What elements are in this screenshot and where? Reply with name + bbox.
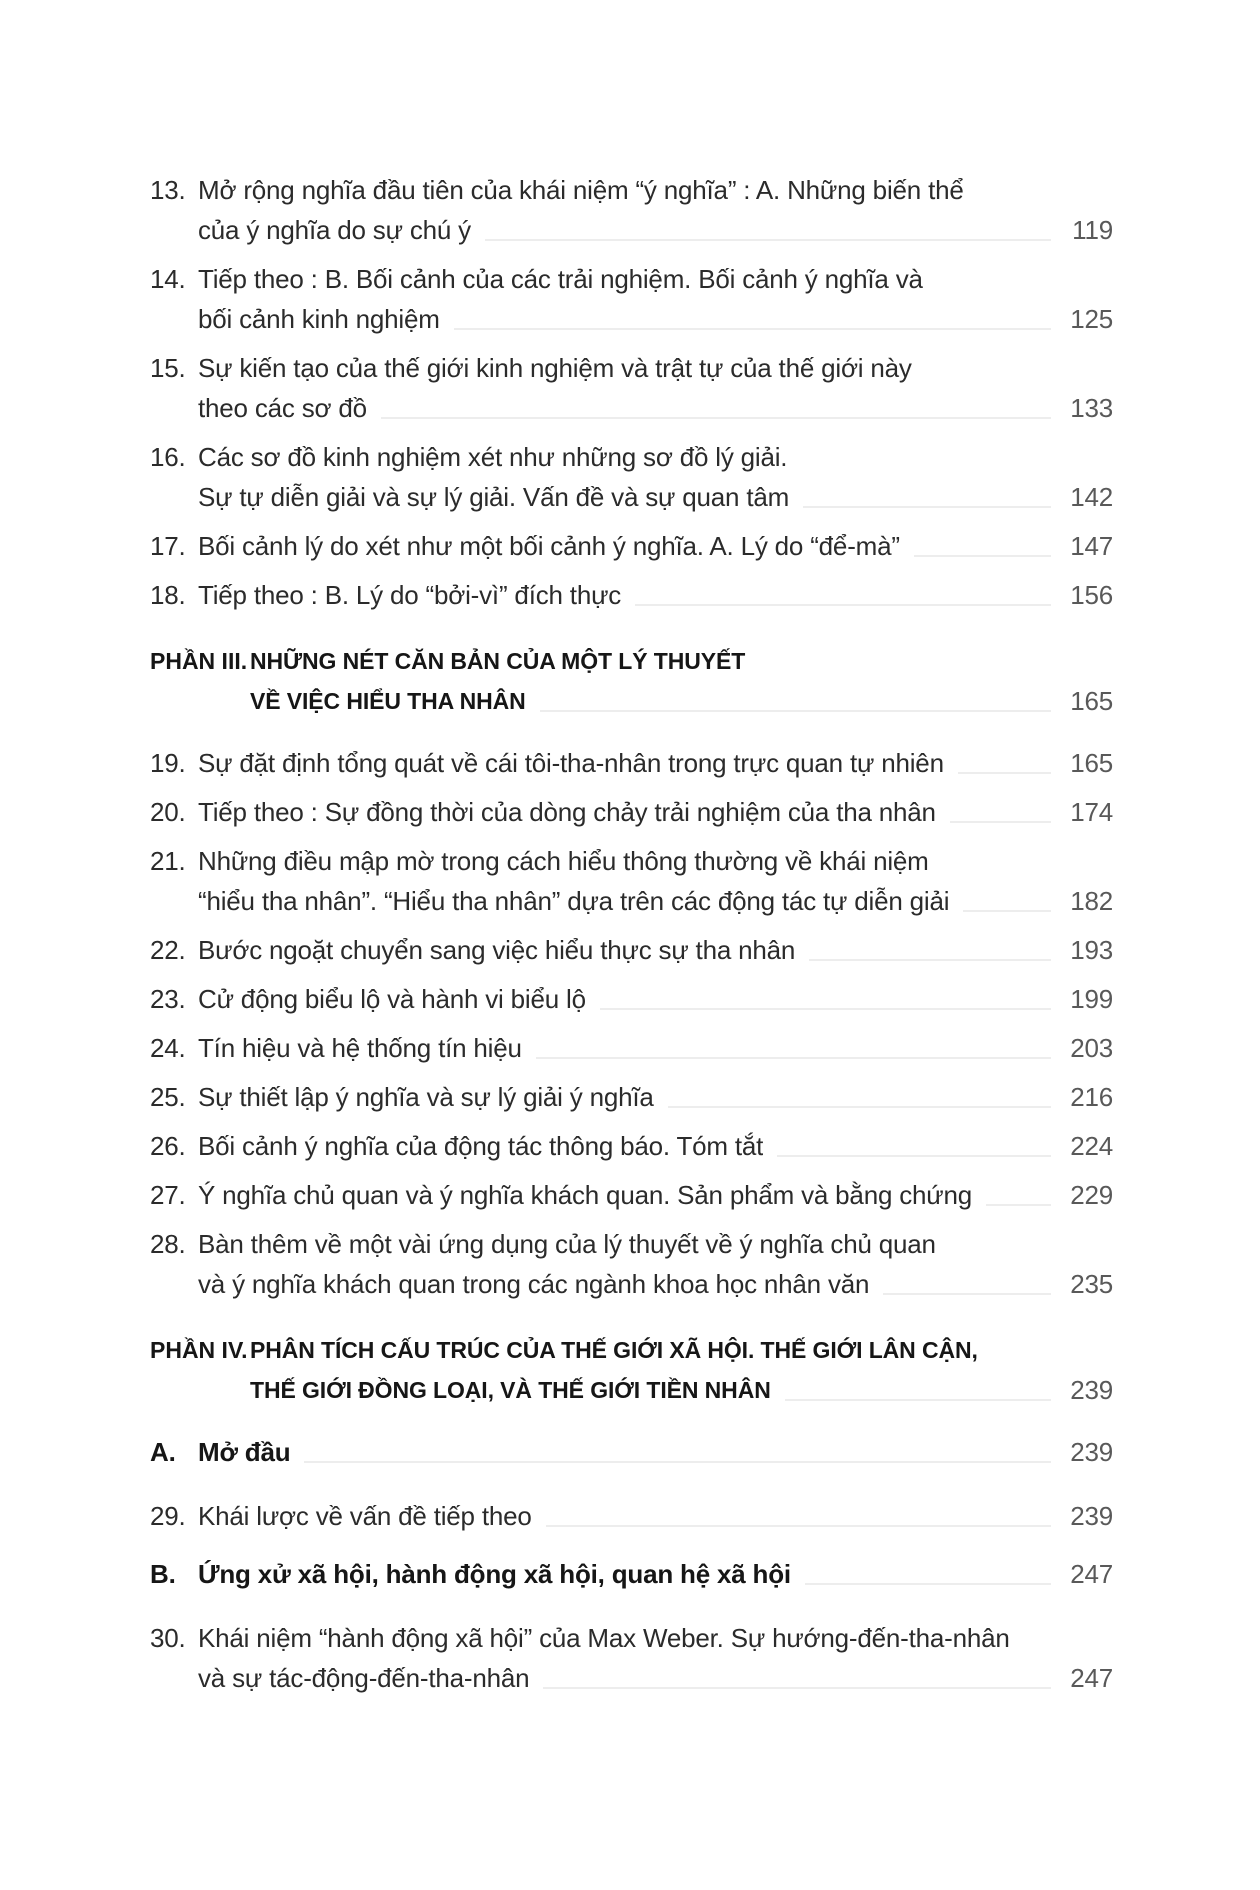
page-number: 239: [1070, 1437, 1113, 1467]
entry-number: 22.: [150, 935, 186, 965]
dot-leader: [763, 1126, 1063, 1166]
dot-leader: [791, 1554, 1063, 1594]
dot-leader: [586, 979, 1063, 1019]
entry-text-line2: “hiểu tha nhân”. “Hiểu tha nhân” dựa trên các động tác tự diễn giải: [198, 886, 950, 916]
page-number: 239: [1070, 1375, 1113, 1405]
page-number: 133: [1070, 393, 1113, 423]
entry-text-line1: Những điều mập mờ trong cách hiểu thông thường về khái niệm: [198, 846, 929, 876]
dot-leader: [290, 1432, 1063, 1472]
entry-number: 30.: [150, 1623, 186, 1653]
dot-leader: [471, 210, 1063, 250]
page-number: 119: [1072, 215, 1113, 245]
entry-text-line1: Sự kiến tạo của thế giới kinh nghiệm và trật tự của thế giới này: [198, 353, 912, 383]
entry-text-line2: và sự tác-động-đến-tha-nhân: [198, 1663, 530, 1693]
page-number: 125: [1070, 304, 1113, 334]
part-title-line2: VỀ VIỆC HIỂU THA NHÂN: [250, 688, 526, 714]
section-title: Ứng xử xã hội, hành động xã hội, quan hệ xã hội: [198, 1559, 791, 1589]
dot-leader: [789, 477, 1063, 517]
entry-number: 15.: [150, 353, 186, 383]
dot-leader: [529, 1658, 1063, 1698]
entry-number: 28.: [150, 1229, 186, 1259]
part-title-line1: PHÂN TÍCH CẤU TRÚC CỦA THẾ GIỚI XÃ HỘI. THẾ GIỚI LÂN CẬN,: [250, 1337, 978, 1363]
dot-leader: [532, 1496, 1063, 1536]
entry-text-line2: theo các sơ đồ: [198, 393, 367, 423]
entry-text: Cử động biểu lộ và hành vi biểu lộ: [198, 984, 586, 1014]
entry-text-line1: Khái niệm “hành động xã hội” của Max Weber. Sự hướng-đến-tha-nhân: [198, 1623, 1010, 1653]
section-heading-a: [150, 1432, 1113, 1472]
entry-text: Tín hiệu và hệ thống tín hiệu: [198, 1033, 522, 1063]
dot-leader: [771, 1370, 1063, 1410]
entry-text: Sự đặt định tổng quát về cái tôi-tha-nhân trong trực quan tự nhiên: [198, 748, 944, 778]
entry-number: 26.: [150, 1131, 186, 1161]
page-number: 182: [1070, 886, 1113, 916]
entry-text-line2: Sự tự diễn giải và sự lý giải. Vấn đề và sự quan tâm: [198, 482, 790, 512]
entry-text-line1: Bàn thêm về một vài ứng dụng của lý thuyết về ý nghĩa chủ quan: [198, 1229, 936, 1259]
dot-leader: [621, 575, 1063, 615]
toc-entry: [150, 1618, 1113, 1698]
entry-text-line1: Tiếp theo : B. Bối cảnh của các trải nghiệm. Bối cảnh ý nghĩa và: [198, 264, 923, 294]
page-number: 229: [1070, 1180, 1113, 1210]
toc-entry: [150, 1175, 1113, 1215]
toc-entry: [150, 930, 1113, 970]
section-title: Mở đầu: [198, 1437, 291, 1467]
dot-leader: [949, 881, 1063, 921]
page-number: 165: [1070, 686, 1113, 716]
section-heading-b: [150, 1554, 1113, 1594]
entry-text: Bối cảnh lý do xét như một bối cảnh ý nghĩa. A. Lý do “để-mà”: [198, 531, 900, 561]
toc-entry: [150, 1028, 1113, 1068]
entry-text: Bối cảnh ý nghĩa của động tác thông báo. Tóm tắt: [198, 1131, 764, 1161]
entry-number: 20.: [150, 797, 186, 827]
dot-leader: [526, 681, 1063, 721]
entry-number: 21.: [150, 846, 186, 876]
entry-text: Tiếp theo : B. Lý do “bởi-vì” đích thực: [198, 580, 622, 610]
page-number: 199: [1070, 984, 1113, 1014]
page-number: 193: [1070, 935, 1113, 965]
part-label: PHẦN III.: [150, 648, 248, 674]
toc-entry: [150, 841, 1113, 921]
entry-number: 19.: [150, 748, 186, 778]
dot-leader: [440, 299, 1063, 339]
toc-entry: [150, 526, 1113, 566]
toc-entry: [150, 1126, 1113, 1166]
entry-number: 24.: [150, 1033, 186, 1063]
entry-text-line1: Các sơ đồ kinh nghiệm xét như những sơ đồ lý giải.: [198, 442, 788, 472]
dot-leader: [869, 1264, 1063, 1304]
part-title-line2: THẾ GIỚI ĐỒNG LOẠI, VÀ THẾ GIỚI TIỀN NHÂN: [250, 1377, 771, 1403]
dot-leader: [944, 743, 1063, 783]
entry-text: Sự thiết lập ý nghĩa và sự lý giải ý nghĩa: [198, 1082, 654, 1112]
toc-entry: [150, 170, 1113, 250]
entry-text-line2: bối cảnh kinh nghiệm: [198, 304, 440, 334]
page-number: 203: [1070, 1033, 1113, 1063]
page-number: 147: [1070, 531, 1113, 561]
part-heading-4: [150, 1330, 1113, 1410]
entry-text: Tiếp theo : Sự đồng thời của dòng chảy trải nghiệm của tha nhân: [198, 797, 936, 827]
entry-number: 18.: [150, 580, 186, 610]
page-number: 247: [1070, 1663, 1113, 1693]
dot-leader: [900, 526, 1063, 566]
toc-entry: [150, 348, 1113, 428]
entry-text-line2: của ý nghĩa do sự chú ý: [198, 215, 471, 245]
toc-entry: [150, 1077, 1113, 1117]
toc-entry: [150, 1224, 1113, 1304]
dot-leader: [972, 1175, 1063, 1215]
part-title-line1: NHỮNG NÉT CĂN BẢN CỦA MỘT LÝ THUYẾT: [250, 648, 746, 674]
toc-entry: [150, 1496, 1113, 1536]
section-letter: B.: [150, 1559, 176, 1589]
toc-entry: [150, 259, 1113, 339]
entry-number: 27.: [150, 1180, 186, 1210]
entry-number: 13.: [150, 175, 186, 205]
toc-entry: [150, 979, 1113, 1019]
part-label: PHẦN IV.: [150, 1337, 248, 1363]
page-number: 156: [1070, 580, 1113, 610]
page-number: 174: [1070, 797, 1113, 827]
page-number: 235: [1070, 1269, 1113, 1299]
entry-number: 14.: [150, 264, 186, 294]
toc-entry: [150, 437, 1113, 517]
page-number: 216: [1070, 1082, 1113, 1112]
entry-text: Khái lược về vấn đề tiếp theo: [198, 1501, 532, 1531]
entry-number: 17.: [150, 531, 186, 561]
dot-leader: [795, 930, 1063, 970]
entry-text-line1: Mở rộng nghĩa đầu tiên của khái niệm “ý nghĩa” : A. Những biến thể: [198, 175, 964, 205]
entry-text: Ý nghĩa chủ quan và ý nghĩa khách quan. Sản phẩm và bằng chứng: [198, 1180, 973, 1210]
entry-number: 23.: [150, 984, 186, 1014]
dot-leader: [522, 1028, 1063, 1068]
page-number: 165: [1070, 748, 1113, 778]
entry-number: 25.: [150, 1082, 186, 1112]
entry-text-line2: và ý nghĩa khách quan trong các ngành khoa học nhân văn: [198, 1269, 870, 1299]
entry-text: Bước ngoặt chuyển sang việc hiểu thực sự tha nhân: [198, 935, 796, 965]
dot-leader: [654, 1077, 1063, 1117]
section-letter: A.: [150, 1437, 176, 1467]
part-heading-3: [150, 641, 1113, 721]
entry-number: 29.: [150, 1501, 186, 1531]
page-number: 239: [1070, 1501, 1113, 1531]
page-number: 224: [1070, 1131, 1113, 1161]
entry-number: 16.: [150, 442, 186, 472]
toc-entry: [150, 792, 1113, 832]
dot-leader: [367, 388, 1063, 428]
dot-leader: [936, 792, 1063, 832]
toc-entry: [150, 743, 1113, 783]
page-number: 247: [1070, 1559, 1113, 1589]
page-number: 142: [1070, 482, 1113, 512]
toc-entry: [150, 575, 1113, 615]
